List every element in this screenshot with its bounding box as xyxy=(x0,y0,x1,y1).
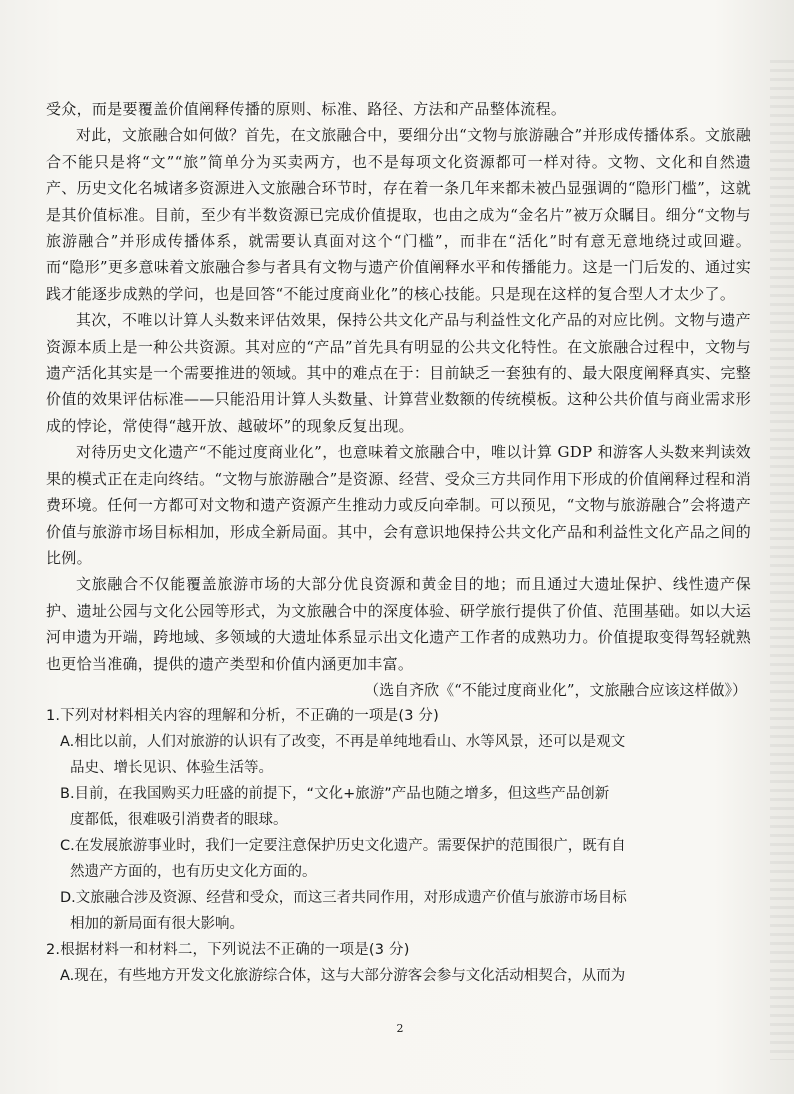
question-stem: 1.下列对材料相关内容的理解和分析，不正确的一项是(3 分) xyxy=(46,707,439,724)
option-text: A.相比以前，人们对旅游的认识有了改变，不再是单纯地看山、水等风景，还可以是观文 xyxy=(60,733,626,750)
option-text: B.目前，在我国购买力旺盛的前提下，“文化+旅游”产品也随之增多，但这些产品创新 xyxy=(60,785,610,802)
document-body xyxy=(46,96,751,989)
option-c[interactable] xyxy=(46,833,751,885)
option-text-cont: 度都低，很难吸引消费者的眼球。 xyxy=(70,811,288,828)
paragraph-fourth: 文旅融合不仅能覆盖旅游市场的大部分优良资源和黄金目的地；而且通过大遗址保护、线性遗产保护、遗址公园与文化公园等形式，为文旅融合中的深度体验、研学旅行提供了价值、范围基础。如以大运河申遗为开端，跨地域、多领域的大遗址体系显示出文化遗产工作者的成熟功力。价值提取变得驾轻就熟也更恰当准确，提供的遗产类型和价值内涵更加丰富。 xyxy=(46,575,751,673)
page-number: 2 xyxy=(396,1022,404,1035)
option-text: C.在发展旅游事业时，我们一定要注意保护历史文化遗产。需要保护的范围很广，既有自 xyxy=(60,837,626,854)
scan-edge-shadow xyxy=(770,60,794,1060)
option-a[interactable] xyxy=(46,729,751,781)
option-a[interactable] xyxy=(46,963,751,989)
paragraph-first: 对此，文旅融合如何做？首先，在文旅融合中，要细分出“文物与旅游融合”并形成传播体系。文旅融合不能只是将“文”“旅”简单分为买卖两方，也不是每项文化资源都可一样对待。文物、文化和自然遗产、历史文化名城诸多资源进入文旅融合环节时，存在着一条几年来都未被凸显强调的“隐形门槛”，这就是其价值标准。目前，至少有半数资源已完成价值提取，也由之成为“金名片”被万众瞩目。细分“文物与旅游融合”并形成传播体系，就需要认真面对这个“门槛”，而非在“活化”时有意无意地绕过或回避。而“隐形”更多意味着文旅融合参与者具有文物与遗产价值阐释水平和传播能力。这是一门后发的、通过实践才能逐步成熟的学问，也是回答“不能过度商业化”的核心技能。只是现在这样的复合型人才太少了。 xyxy=(46,126,751,303)
option-b[interactable] xyxy=(46,781,751,833)
question-2 xyxy=(46,937,751,989)
question-stem: 2.根据材料一和材料二，下列说法不正确的一项是(3 分) xyxy=(46,941,410,958)
paragraph-second: 其次，不唯以计算人头数来评估效果，保持公共文化产品与利益性文化产品的对应比例。文物与遗产资源本质上是一种公共资源。其对应的“产品”首先具有明显的公共文化特性。在文旅融合过程中，文物与遗产活化其实是一个需要推进的领域。其中的难点在于：目前缺乏一套独有的、最大限度阐释真实、完整价值的效果评估标准——只能沿用计算人头数量、计算营业数额的传统模板。这种公共价值与商业需求形成的悖论，常使得“越开放、越破坏”的现象反复出现。 xyxy=(46,311,751,435)
option-text: D.文旅融合涉及资源、经营和受众，而这三者共同作用，对形成遗产价值与旅游市场目标 xyxy=(60,889,627,906)
option-text-cont: 品史、增长见识、体验生活等。 xyxy=(70,759,273,776)
option-text: A.现在，有些地方开发文化旅游综合体，这与大部分游客会参与文化活动相契合，从而为 xyxy=(60,967,626,984)
question-1 xyxy=(46,703,751,937)
paragraph-third: 对待历史文化遗产“不能过度商业化”，也意味着文旅融合中，唯以计算 GDP 和游客人头数来判读效果的模式正在走向终结。“文物与旅游融合”是资源、经营、受众三方共同作用下形成的价值阐释过程和消费环境。任何一方都可对文物和遗产资源产生推动力或反向牵制。可以预见，“文物与旅游融合”会将遗产价值与旅游市场目标相加，形成全新局面。其中，会有意识地保持公共文化产品和利益性文化产品之间的比例。 xyxy=(46,443,751,567)
source-citation: （选自齐欣《“不能过度商业化”，文旅融合应该这样做》） xyxy=(364,680,747,699)
option-text-cont: 相加的新局面有很大影响。 xyxy=(70,915,244,932)
paragraph-continuation: 受众，而是要覆盖价值阐释传播的原则、标准、路径、方法和产品整体流程。 xyxy=(46,100,567,118)
option-text-cont: 然遗产方面的，也有历史文化方面的。 xyxy=(70,863,317,880)
option-d[interactable] xyxy=(46,885,751,937)
